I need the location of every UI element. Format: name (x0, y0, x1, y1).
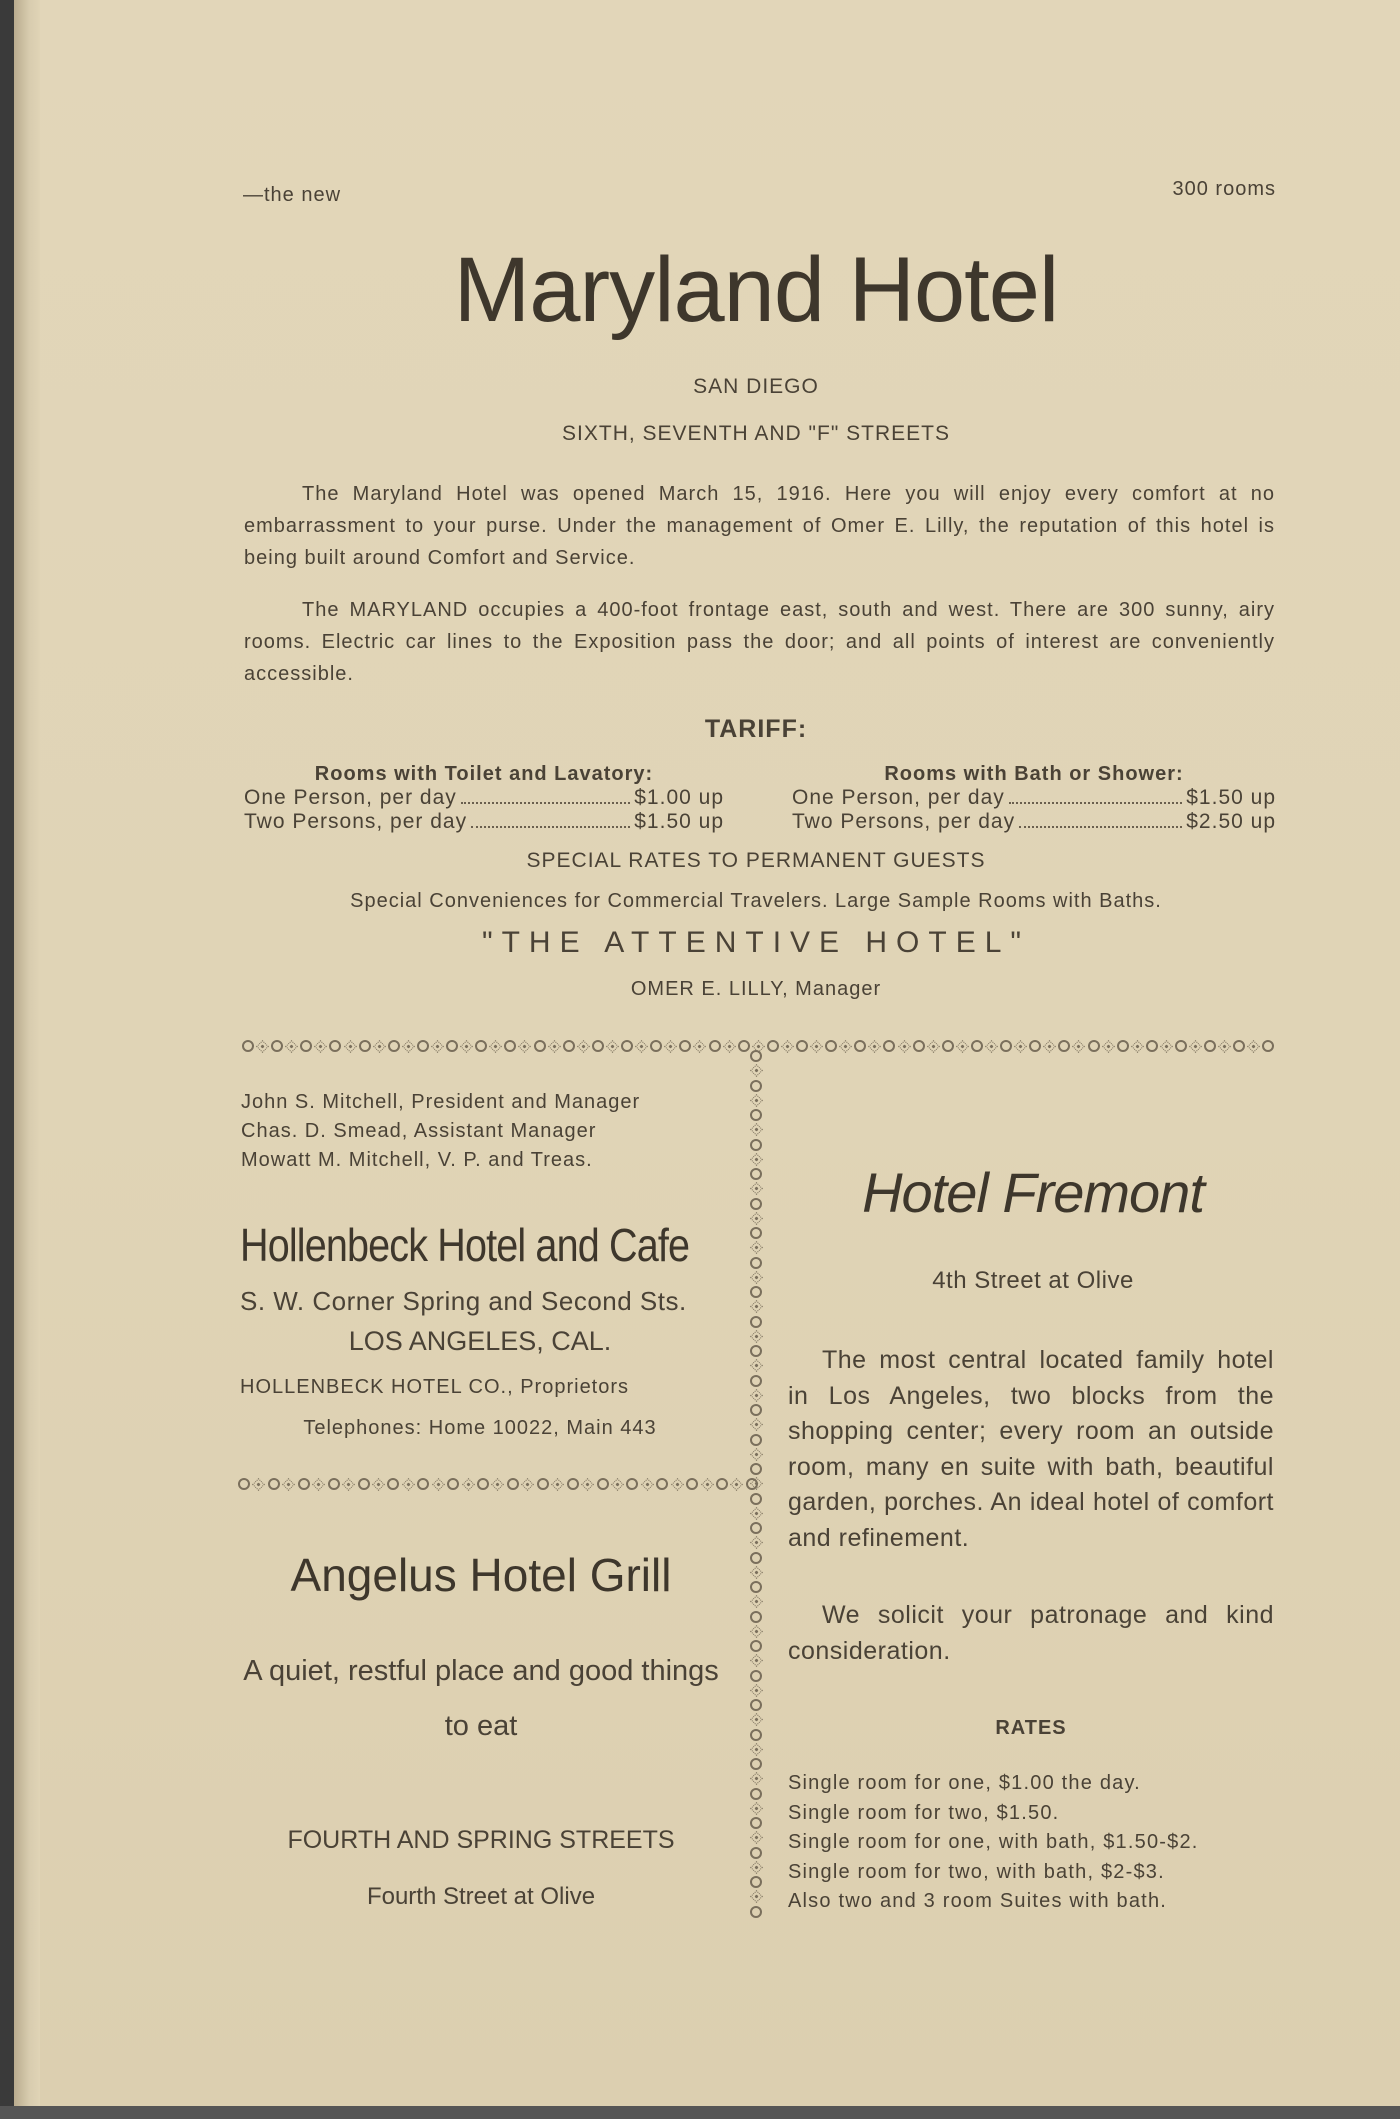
maryland-paragraph-1: The Maryland Hotel was opened March 15, 1916. Here you will enjoy every comfort at no embarrassment to your purse. Under the management of Omer E. Lilly, the reputation of this hotel is being built around Comfort and Service. (244, 483, 1275, 569)
ornament-glyph (534, 1040, 546, 1052)
ornament-glyph (671, 1478, 684, 1491)
ornament-glyph (611, 1478, 624, 1491)
ornament-glyph (750, 1227, 762, 1239)
ornament-glyph (750, 1050, 762, 1062)
ornament-glyph (913, 1040, 925, 1052)
ornament-glyph (750, 1241, 763, 1254)
ornament-glyph (750, 1743, 763, 1756)
ornament-glyph (1204, 1040, 1216, 1052)
maryland-streets: SIXTH, SEVENTH AND "F" STREETS (562, 422, 950, 445)
leader-dots (461, 802, 630, 804)
ornament-glyph (1248, 1040, 1261, 1053)
rate-price: $1.00 up (634, 786, 724, 809)
ornament-glyph (417, 1040, 429, 1052)
ornament-glyph (1189, 1040, 1202, 1053)
ornament-glyph (839, 1040, 852, 1053)
ornament-glyph (285, 1040, 298, 1053)
ornament-glyph (387, 1478, 399, 1490)
ornament-glyph (767, 1040, 779, 1052)
ornament-glyph (1117, 1040, 1129, 1052)
rate-label: Two Persons, per day (792, 810, 1016, 833)
ornament-glyph (750, 1595, 763, 1608)
maryland-city: SAN DIEGO (693, 375, 819, 398)
ornament-glyph (750, 1330, 763, 1343)
tariff-left-row (244, 786, 724, 810)
angelus-address: Fourth Street at Olive (366, 1883, 596, 1910)
ornament-glyph (750, 1080, 762, 1092)
ornament-glyph (597, 1478, 609, 1490)
hollenbeck-title: Hollenbeck Hotel and Cafe (240, 1219, 690, 1271)
ornament-glyph (927, 1040, 940, 1053)
ornament-glyph (548, 1040, 561, 1053)
ornament-glyph (750, 1684, 763, 1697)
ornament-glyph (359, 1040, 371, 1052)
ornament-glyph (581, 1478, 594, 1491)
ornament-glyph (898, 1040, 911, 1053)
ornament-glyph (402, 1040, 415, 1053)
ornament-glyph (462, 1478, 475, 1491)
ornament-glyph (750, 1286, 762, 1298)
tariff-right-row (792, 810, 1276, 834)
ornament-glyph (388, 1040, 400, 1052)
ornament-glyph (750, 1182, 763, 1195)
ornament-glyph (750, 1212, 763, 1225)
ornament-glyph (402, 1478, 415, 1491)
ornament-glyph (342, 1478, 355, 1491)
ornament-glyph (686, 1478, 698, 1490)
ornament-glyph (750, 1257, 762, 1269)
ornament-glyph (883, 1040, 895, 1052)
top-left-caption: —the new (243, 184, 342, 206)
ornament-glyph (750, 1345, 762, 1357)
ornament-glyph (242, 1040, 254, 1052)
ornament-glyph (372, 1478, 385, 1491)
ornament-glyph (489, 1040, 502, 1053)
hollenbeck-staff (241, 1088, 640, 1175)
ornament-glyph (750, 1434, 762, 1446)
ornament-glyph (750, 1463, 762, 1475)
fremont-rates-list (788, 1769, 1274, 1917)
ornament-glyph (781, 1040, 794, 1053)
ornament-glyph (1102, 1040, 1115, 1053)
ornament-glyph (750, 1772, 763, 1785)
ornament-glyph (750, 1670, 762, 1682)
ornament-glyph (477, 1478, 489, 1490)
fremont-rates-heading: RATES (995, 1717, 1067, 1739)
ornament-glyph (1131, 1040, 1144, 1053)
ornament-glyph (750, 1418, 763, 1431)
rate-label: One Person, per day (792, 786, 1005, 809)
ornament-glyph (563, 1040, 575, 1052)
ornament-glyph (750, 1876, 762, 1888)
top-right-caption: 300 rooms (1172, 178, 1276, 200)
ornament-glyph (358, 1478, 370, 1490)
ornament-glyph (750, 1906, 762, 1918)
ornament-glyph (750, 1359, 763, 1372)
ornament-glyph (504, 1040, 516, 1052)
ornament-glyph (750, 1713, 763, 1726)
ornament-glyph (1014, 1040, 1027, 1053)
ornament-glyph (750, 1123, 763, 1136)
ornament-glyph (432, 1478, 445, 1491)
ornament-glyph (1262, 1040, 1274, 1052)
ornament-glyph (750, 1654, 763, 1667)
hollenbeck-proprietors: HOLLENBECK HOTEL CO., Proprietors (240, 1376, 630, 1398)
ornament-glyph (750, 1389, 763, 1402)
ornament-glyph (750, 1847, 762, 1859)
special-rates: SPECIAL RATES TO PERMANENT GUESTS (526, 849, 986, 872)
ornament-glyph (750, 1300, 763, 1313)
ornament-glyph (701, 1478, 714, 1491)
ornament-glyph (956, 1040, 969, 1053)
ornament-glyph (750, 1640, 762, 1652)
angelus-streets: FOURTH AND SPRING STREETS (287, 1826, 675, 1854)
ornament-glyph (256, 1040, 269, 1053)
tariff-right-heading: Rooms with Bath or Shower: (884, 763, 1184, 785)
fremont-address: 4th Street at Olive (932, 1267, 1134, 1294)
fremont-title: Hotel Fremont (862, 1161, 1204, 1224)
ornament-glyph (750, 1890, 763, 1903)
ornament-glyph (1088, 1040, 1100, 1052)
rate-line: Single room for one, with bath, $1.50-$2. (788, 1831, 1199, 1853)
ornament-glyph (1000, 1040, 1012, 1052)
ornament-glyph (694, 1040, 707, 1053)
ornament-glyph (750, 1316, 762, 1328)
ornament-glyph (942, 1040, 954, 1052)
ornament-glyph (253, 1478, 266, 1491)
bottom-edge (0, 2106, 1400, 2119)
ornament-glyph (716, 1478, 728, 1490)
ornament-glyph (521, 1478, 534, 1491)
ornament-glyph (750, 1581, 762, 1593)
angelus-title: Angelus Hotel Grill (290, 1549, 672, 1601)
ornament-glyph (238, 1478, 250, 1490)
ornament-glyph (750, 1566, 763, 1579)
ornament-glyph (750, 1861, 763, 1874)
ornament-glyph (635, 1040, 648, 1053)
rate-price: $1.50 up (634, 810, 724, 833)
rate-line: Single room for two, with bath, $2-$3. (788, 1860, 1165, 1883)
ornament-glyph (750, 1493, 762, 1505)
maryland-manager: OMER E. LILLY, Manager (630, 978, 882, 1000)
ornament-glyph (750, 1611, 762, 1623)
tariff-heading: TARIFF: (704, 715, 808, 743)
fremont-paragraph-2: We solicit your patronage and kind consideration. (788, 1601, 1274, 1665)
ornament-glyph (344, 1040, 357, 1053)
rate-line: Single room for one, $1.00 the day. (788, 1772, 1141, 1794)
ornament-glyph (1073, 1040, 1086, 1053)
ornament-glyph (971, 1040, 983, 1052)
ornament-glyph (446, 1040, 458, 1052)
ornament-glyph (315, 1040, 328, 1053)
ornament-glyph (750, 1552, 762, 1564)
ornament-glyph (868, 1040, 881, 1053)
ornament-glyph (750, 1831, 763, 1844)
ornament-glyph (268, 1478, 280, 1490)
ornament-glyph (750, 1448, 763, 1461)
ornament-glyph (750, 1625, 763, 1638)
ornament-glyph (750, 1536, 763, 1549)
tariff-right-row (792, 786, 1276, 810)
ornament-glyph (1043, 1040, 1056, 1053)
maryland-paragraph-2: The MARYLAND occupies a 400-foot frontage east, south and west. There are 300 sunny, airy rooms. Electric car lines to the Exposition pass the door; and all points of interest are conveniently accessible. (244, 599, 1275, 685)
hollenbeck-telephones: Telephones: Home 10022, Main 443 (303, 1417, 657, 1439)
tariff-right-column (792, 763, 1276, 834)
ornament-glyph (679, 1040, 691, 1052)
ornament-glyph (664, 1040, 677, 1053)
ornament-glyph (1146, 1040, 1158, 1052)
tariff-left-row (244, 810, 724, 834)
ornament-glyph (723, 1040, 736, 1053)
ornament-glyph (1175, 1040, 1187, 1052)
ornament-glyph (750, 1758, 762, 1770)
ornament-glyph (417, 1478, 429, 1490)
hollenbeck-address: S. W. Corner Spring and Second Sts. (240, 1286, 687, 1316)
ornament-glyph (300, 1040, 312, 1052)
leader-dots (471, 826, 630, 828)
ornament-glyph (750, 1168, 762, 1180)
ornament-glyph (750, 1522, 762, 1534)
rate-label: Two Persons, per day (244, 810, 468, 833)
ornament-glyph (750, 1375, 762, 1387)
ornament-glyph (282, 1478, 295, 1491)
ornament-glyph (656, 1478, 668, 1490)
ornament-glyph (750, 1271, 763, 1284)
ornament-glyph (1058, 1040, 1070, 1052)
ornament-glyph (447, 1478, 459, 1490)
ornament-glyph (621, 1040, 633, 1052)
ornament-glyph (626, 1478, 638, 1490)
ornament-glyph (746, 1478, 758, 1490)
rate-price: $1.50 up (1186, 786, 1276, 809)
ornament-glyph (750, 1198, 762, 1210)
ornament-glyph (854, 1040, 866, 1052)
ornament-glyph (475, 1040, 487, 1052)
ornament-glyph (271, 1040, 283, 1052)
tariff-left-heading: Rooms with Toilet and Lavatory: (314, 763, 654, 785)
ornament-glyph (810, 1040, 823, 1053)
hollenbeck-city: LOS ANGELES, CAL. (348, 1326, 612, 1356)
tariff-left-column (244, 763, 724, 834)
ornament-glyph (431, 1040, 444, 1053)
ornament-glyph (537, 1478, 549, 1490)
rate-label: One Person, per day (244, 786, 457, 809)
ornament-glyph (750, 1404, 762, 1416)
ornament-glyph (750, 1817, 762, 1829)
staff-line: John S. Mitchell, President and Manager (241, 1091, 641, 1113)
fremont-paragraph-1: The most central located family hotel in Los Angeles, two blocks from the shopping center; every room an outside room, many en suite with bath, beautiful garden, porches. An ideal hotel of comfort and refinement. (788, 1346, 1274, 1552)
ornament-glyph (709, 1040, 721, 1052)
ornament-glyph (1029, 1040, 1041, 1052)
ornament-glyph (567, 1478, 579, 1490)
staff-line: Chas. D. Smead, Assistant Manager (241, 1120, 597, 1142)
angelus-tagline: A quiet, restful place and good things to eat (243, 1655, 719, 1742)
leader-dots (1009, 802, 1182, 804)
ornament-glyph (373, 1040, 386, 1053)
ornament-glyph (298, 1478, 310, 1490)
ornament-glyph (592, 1040, 604, 1052)
ornament-glyph (985, 1040, 998, 1053)
ornament-glyph (750, 1699, 762, 1711)
ornament-glyph (492, 1478, 505, 1491)
ornament-glyph (650, 1040, 662, 1052)
rate-price: $2.50 up (1186, 810, 1276, 833)
ornament-glyph (750, 1094, 763, 1107)
ornament-glyph (750, 1153, 763, 1166)
special-conveniences: Special Conveniences for Commercial Travelers. Large Sample Rooms with Baths. (350, 890, 1162, 912)
ornament-glyph (328, 1478, 340, 1490)
ornament-glyph (825, 1040, 837, 1052)
ornament-glyph (1233, 1040, 1245, 1052)
ornament-glyph (750, 1064, 763, 1077)
ornament-glyph (312, 1478, 325, 1491)
maryland-title: Maryland Hotel (453, 239, 1059, 341)
ornament-glyph (796, 1040, 808, 1052)
ornament-glyph (1218, 1040, 1231, 1053)
ornament-glyph (731, 1478, 744, 1491)
ornament-glyph (750, 1139, 762, 1151)
ornament-glyph (750, 1802, 763, 1815)
ornament-glyph (329, 1040, 341, 1052)
ornament-glyph (460, 1040, 473, 1053)
ornament-glyph (1160, 1040, 1173, 1053)
rate-line: Single room for two, $1.50. (788, 1801, 1060, 1824)
rate-line: Also two and 3 room Suites with bath. (788, 1890, 1168, 1912)
staff-line: Mowatt M. Mitchell, V. P. and Treas. (241, 1149, 593, 1171)
ornament-glyph (750, 1507, 763, 1520)
leader-dots (1019, 826, 1182, 828)
ornament-glyph (750, 1729, 762, 1741)
ornament-glyph (551, 1478, 564, 1491)
attentive-hotel-slogan: "THE ATTENTIVE HOTEL" (481, 926, 1031, 959)
ornament-glyph (750, 1109, 762, 1121)
ornament-glyph (507, 1478, 519, 1490)
ornament-glyph (606, 1040, 619, 1053)
ornamental-rule-horizontal (238, 1476, 758, 1492)
ornament-glyph (519, 1040, 532, 1053)
ornament-glyph (641, 1478, 654, 1491)
ornament-glyph (577, 1040, 590, 1053)
ornament-glyph (750, 1788, 762, 1800)
